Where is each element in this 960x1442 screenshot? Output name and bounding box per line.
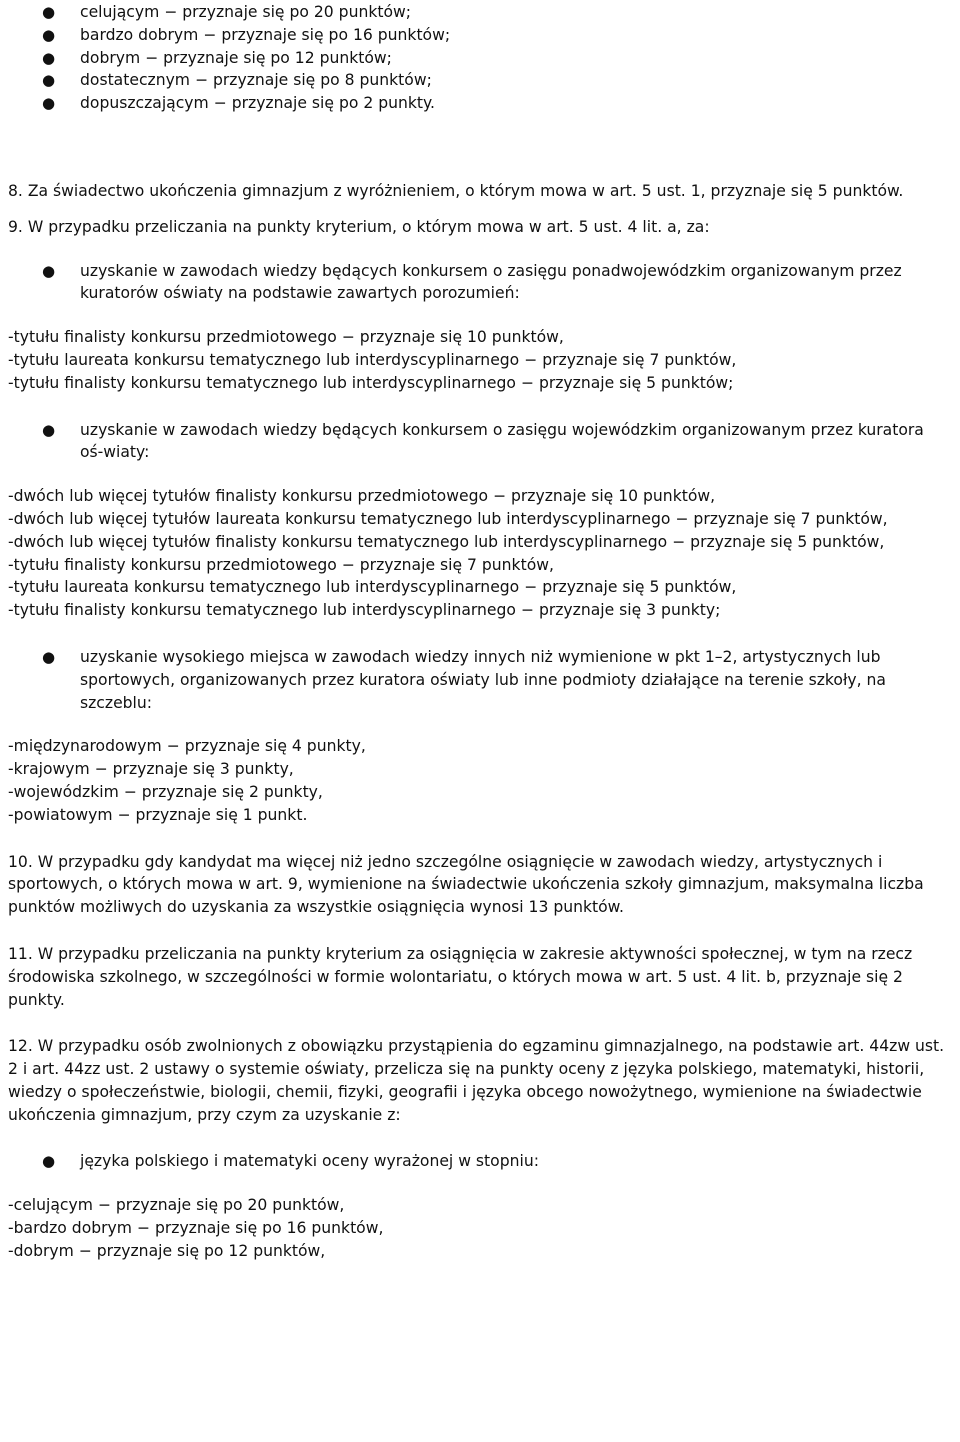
competition-bullet-3: [8, 646, 952, 714]
sub-item: -bardzo dobrym − przyznaje się po 16 punktów,: [8, 1219, 384, 1238]
sub-item: -tytułu finalisty konkursu tematycznego lub interdyscyplinarnego − przyznaje się 5 punktów;: [8, 373, 734, 392]
bullet-icon: ●: [42, 647, 56, 666]
grade-bullet-polish-math: [8, 1150, 952, 1173]
sub-item: -dobrym − przyznaje się po 12 punktów,: [8, 1241, 326, 1260]
bullet-icon: ●: [42, 94, 56, 113]
sub-item: -krajowym − przyznaje się 3 punkty,: [8, 760, 294, 779]
list-item-text: dostatecznym − przyznaje się po 8 punktów;: [80, 71, 432, 90]
bullet-text: uzyskanie wysokiego miejsca w zawodach wiedzy innych niż wymienione w pkt 1–2, artystycznych lub sportowych, organizowanych przez kuratora oświaty lub inne podmioty działające na terenie szkoły, na szczeblu:: [80, 647, 886, 712]
sub-item: -tytułu laureata konkursu tematycznego lub interdyscyplinarnego − przyznaje się 7 punktów,: [8, 350, 737, 369]
paragraph-11: 11. W przypadku przeliczania na punkty kryterium za osiągnięcia w zakresie aktywności społecznej, w tym na rzecz środowiska szkolnego, w szczególności w formie wolontariatu, o których mowa w art. 5 ust. 4 lit. b, przyznaje się 2 punkty.: [8, 944, 913, 1009]
sub-item: -tytułu finalisty konkursu tematycznego lub interdyscyplinarnego − przyznaje się 3 punkty;: [8, 601, 721, 620]
paragraph-8: 8. Za świadectwo ukończenia gimnazjum z wyróżnieniem, o którym mowa w art. 5 ust. 1, przyznaje się 5 punktów.: [8, 181, 904, 200]
list-item-text: dobrym − przyznaje się po 12 punktów;: [80, 48, 392, 67]
bullet-icon: ●: [42, 71, 56, 90]
list-item: [8, 1, 952, 24]
sub-item: -wojewódzkim − przyznaje się 2 punkty,: [8, 782, 323, 801]
bullet-icon: ●: [42, 420, 56, 439]
list-item-text: celującym − przyznaje się po 20 punktów;: [80, 3, 412, 21]
sub-item: -dwóch lub więcej tytułów finalisty konkursu tematycznego lub interdyscyplinarnego − przyznaje się 5 punktów,: [8, 532, 885, 551]
list-item-text: dopuszczającym − przyznaje się po 2 punkty.: [80, 94, 435, 113]
bullet-text: języka polskiego i matematyki oceny wyrażonej w stopniu:: [80, 1152, 539, 1171]
sub-item: -tytułu finalisty konkursu przedmiotowego − przyznaje się 7 punktów,: [8, 555, 554, 574]
competition-bullet-2: [8, 419, 952, 465]
sub-item: -powiatowym − przyznaje się 1 punkt.: [8, 805, 308, 824]
bullet-icon: ●: [42, 48, 56, 67]
paragraph-12: 12. W przypadku osób zwolnionych z obowiązku przystąpienia do egzaminu gimnazjalnego, na podstawie art. 44zw ust. 2 i art. 44zz ust. 2 ustawy o systemie oświaty, przelicza się na punkty oceny z języka polskiego, matematyki, historii, wiedzy o społeczeństwie, biologii, chemii, fizyki, geografii i języka obcego nowożytnego, wymienione na świadectwie ukończenia gimnazjum, przy czym za uzyskanie z:: [8, 1037, 945, 1124]
list-item-text: bardzo dobrym − przyznaje się po 16 punktów;: [80, 25, 451, 44]
sub-item-list: [8, 1194, 952, 1262]
sub-item: -tytułu finalisty konkursu przedmiotowego − przyznaje się 10 punktów,: [8, 328, 564, 347]
competition-bullet-1: [8, 260, 952, 306]
paragraph-10: 10. W przypadku gdy kandydat ma więcej niż jedno szczególne osiągnięcie w zawodach wiedzy, artystycznych i sportowych, o których mowa w art. 9, wymienione na świadectwie ukończenia szkoły gimnazjum, maksymalna liczba punktów możliwych do uzyskania za wszystkie osiągnięcia wynosi 13 punktów.: [8, 852, 924, 917]
list-item: [8, 69, 952, 92]
bullet-icon: ●: [42, 261, 56, 280]
sub-item: -tytułu laureata konkursu tematycznego lub interdyscyplinarnego − przyznaje się 5 punktów,: [8, 578, 737, 597]
sub-item-list: [8, 326, 952, 394]
list-item: [8, 24, 952, 47]
grade-bullet-list: [8, 0, 952, 115]
bullet-icon: ●: [42, 25, 56, 44]
bullet-text: uzyskanie w zawodach wiedzy będących konkursem o zasięgu ponadwojewódzkim organizowanym przez kuratorów oświaty na podstawie zawartych porozumień:: [80, 261, 902, 303]
sub-item-list: [8, 485, 952, 622]
paragraph-9: 9. W przypadku przeliczania na punkty kryterium, o którym mowa w art. 5 ust. 4 lit. a, za:: [8, 217, 710, 236]
list-item: [8, 92, 952, 115]
list-item: [8, 47, 952, 70]
sub-item: -dwóch lub więcej tytułów finalisty konkursu przedmiotowego − przyznaje się 10 punktów,: [8, 487, 716, 506]
bullet-text: uzyskanie w zawodach wiedzy będących konkursem o zasięgu wojewódzkim organizowanym przez kuratora oś-wiaty:: [80, 420, 924, 462]
bullet-icon: ●: [42, 3, 56, 21]
sub-item-list: [8, 735, 952, 826]
sub-item: -dwóch lub więcej tytułów laureata konkursu tematycznego lub interdyscyplinarnego − przyznaje się 7 punktów,: [8, 509, 888, 528]
bullet-icon: ●: [42, 1152, 56, 1171]
sub-item: -celującym − przyznaje się po 20 punktów,: [8, 1196, 345, 1215]
sub-item: -międzynarodowym − przyznaje się 4 punkty,: [8, 737, 366, 756]
